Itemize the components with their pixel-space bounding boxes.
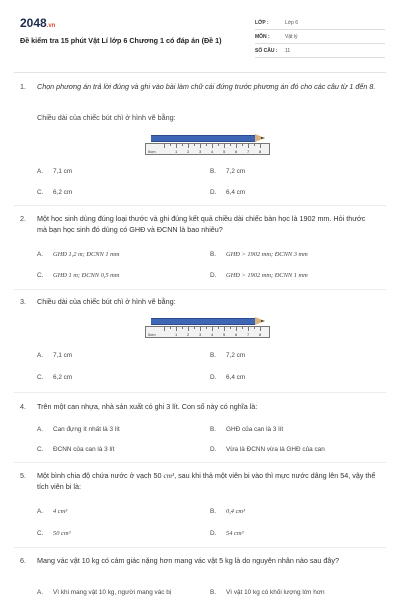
pencil-ruler-figure-1 (145, 134, 270, 158)
option-5a[interactable] (37, 508, 67, 515)
question-instruction: Chọn phương án trả lời đúng và ghi vào bài làm chữ cái đứng trước phương án đó cho các câu từ 1 đến 8. (37, 82, 376, 91)
document-title: Đề kiểm tra 15 phút Vật Lí lớp 6 Chương 1 có đáp án (Đề 1) (20, 36, 222, 45)
ruler-tick (188, 144, 189, 148)
ruler-tick (182, 327, 183, 329)
pencil-lead (261, 137, 265, 139)
option-text: 0,4 cm³ (226, 508, 245, 515)
ruler-number: 2 (187, 332, 190, 337)
option-text: GHĐ > 1902 mm; ĐCNN 3 mm (226, 251, 308, 258)
option-5c[interactable] (37, 530, 70, 537)
page-header (20, 14, 385, 64)
option-text: ĐCNN của can là 3 lít (53, 446, 115, 453)
option-label: B. (210, 589, 217, 596)
ruler-tick (230, 327, 231, 329)
ruler-number: 7 (247, 149, 250, 154)
pencil-shape (151, 135, 255, 142)
option-label: A. (37, 251, 44, 258)
question-stem: Chiều dài của chiếc bút chì ở hình vẽ bằng: (37, 297, 176, 306)
option-4d[interactable] (210, 446, 325, 453)
ruler-tick (164, 144, 165, 148)
header-divider (14, 72, 386, 73)
option-5b[interactable] (210, 508, 245, 515)
option-3c[interactable] (37, 374, 72, 381)
option-label: A. (37, 426, 44, 433)
ruler-number: 6 (235, 332, 238, 337)
ruler-tick (224, 144, 225, 148)
ruler-tick (242, 144, 243, 146)
question-number: 5. (20, 471, 26, 480)
question-number: 4. (20, 402, 26, 411)
ruler-bar (145, 143, 270, 155)
ruler-number: 3 (199, 332, 202, 337)
ruler-number: 5 (223, 149, 226, 154)
option-4c[interactable] (37, 446, 114, 453)
option-text: Can đựng ít nhất là 3 lít (53, 426, 120, 433)
option-text: GHĐ 1,2 m; ĐCNN 1 mm (53, 251, 120, 258)
option-label: B. (210, 352, 217, 359)
option-text: 54 cm³ (226, 530, 244, 537)
option-3b[interactable] (210, 352, 245, 359)
ruler-unit-label: 0cm (148, 149, 156, 154)
ruler-tick (206, 144, 207, 146)
option-text: GHĐ của can là 3 lít (226, 426, 284, 433)
option-label: A. (37, 508, 44, 515)
option-label: C. (37, 446, 44, 453)
option-text: GHĐ 1 m; ĐCNN 0,5 mm (53, 272, 120, 279)
option-1c[interactable] (37, 189, 72, 196)
meta-table (255, 16, 385, 58)
logo-text: 2048 (20, 16, 47, 30)
option-text: GHĐ > 1902 mm; ĐCNN 1 mm (226, 272, 308, 279)
option-1b[interactable] (210, 168, 245, 175)
ruler-tick (200, 144, 201, 148)
ruler-tick (176, 144, 177, 148)
ruler-tick (176, 327, 177, 331)
ruler-number: 1 (175, 149, 178, 154)
question-number: 1. (20, 82, 26, 91)
meta-value: Vật lý (285, 33, 298, 40)
option-text: 7,1 cm (53, 352, 73, 359)
stem-part: , sau khi thả một viên bi vào thì mực nước dâng lên 54, vậy thể tích viên bi là: (37, 471, 376, 491)
option-text: 50 cm³ (53, 530, 71, 537)
meta-row-subject (255, 30, 385, 44)
option-2c[interactable] (37, 272, 119, 279)
question-divider (14, 289, 386, 290)
ruler-tick (236, 327, 237, 331)
ruler-tick (206, 327, 207, 329)
meta-key: SỐ CÂU : (255, 47, 278, 54)
option-text: Vừa là ĐCNN vừa là GHĐ của can (226, 446, 325, 453)
ruler-tick (254, 144, 255, 146)
option-text: 6,4 cm (226, 374, 246, 381)
option-text: Vì khi mang vật 10 kg, người mang vác bị (53, 589, 172, 596)
ruler-tick (194, 327, 195, 329)
question-stem (37, 471, 377, 492)
ruler-tick (200, 327, 201, 331)
ruler-number: 8 (259, 149, 262, 154)
option-label: B. (210, 251, 217, 258)
ruler-bar (145, 326, 270, 338)
logo-suffix: .vn (46, 23, 56, 29)
ruler-tick (242, 327, 243, 329)
ruler-unit-label: 0cm (148, 332, 156, 337)
stem-part: Một bình chia độ chứa nước ở vạch 50 (37, 471, 164, 480)
ruler-number: 8 (259, 332, 262, 337)
meta-key: MÔN : (255, 33, 270, 40)
option-label: B. (210, 426, 217, 433)
option-label: A. (37, 352, 44, 359)
ruler-number: 4 (211, 332, 214, 337)
site-logo[interactable] (20, 16, 55, 30)
ruler-tick (194, 144, 195, 146)
option-6a[interactable] (37, 589, 171, 596)
option-5d[interactable] (210, 530, 243, 537)
option-1d[interactable] (210, 189, 245, 196)
ruler-number: 1 (175, 332, 178, 337)
question-divider (14, 392, 386, 393)
option-text: 7,2 cm (226, 352, 246, 359)
question-number: 3. (20, 297, 26, 306)
meta-value: Lớp 6 (285, 19, 299, 26)
ruler-number: 3 (199, 149, 202, 154)
ruler-tick (236, 144, 237, 148)
option-text: 7,2 cm (226, 168, 246, 175)
option-text: 6,4 cm (226, 189, 246, 196)
question-number: 6. (20, 556, 26, 565)
ruler-number: 4 (211, 149, 214, 154)
option-label: C. (37, 530, 44, 537)
pencil-shape (151, 318, 255, 325)
option-2b[interactable] (210, 251, 308, 258)
ruler-tick (170, 327, 171, 329)
pencil-ruler-figure-2 (145, 317, 270, 341)
question-stem: Một học sinh dùng đúng loại thước và ghi đúng kết quả chiều dài chiếc bàn học là 1902 mm. Hỏi thước mà bạn học sinh đó dùng có GHĐ và ĐCNN là bao nhiêu? (37, 214, 366, 234)
ruler-tick (254, 327, 255, 329)
ruler-tick (170, 144, 171, 146)
ruler-tick (188, 327, 189, 331)
ruler-tick (248, 327, 249, 331)
option-label: B. (210, 508, 217, 515)
option-3d[interactable] (210, 374, 245, 381)
ruler-number: 2 (187, 149, 190, 154)
ruler-number: 5 (223, 332, 226, 337)
ruler-number: 6 (235, 149, 238, 154)
option-2a[interactable] (37, 251, 119, 258)
pencil-lead (261, 320, 265, 322)
option-label: D. (210, 374, 217, 381)
ruler-tick (224, 327, 225, 331)
ruler-tick (260, 327, 261, 331)
option-text: 6,2 cm (53, 374, 73, 381)
meta-row-count (255, 44, 385, 58)
ruler-tick (212, 327, 213, 331)
ruler-tick (260, 144, 261, 148)
ruler-tick (182, 144, 183, 146)
option-label: C. (37, 374, 44, 381)
option-2d[interactable] (210, 272, 308, 279)
ruler-tick (230, 144, 231, 146)
option-text: 4 cm³ (53, 508, 68, 515)
meta-row-class (255, 16, 385, 30)
question-stem: Mang vác vật 10 kg có cảm giác nặng hơn mang vác vật 5 kg là do nguyên nhân nào sau đây? (37, 556, 339, 565)
question-divider (14, 547, 386, 548)
option-1a[interactable] (37, 168, 72, 175)
ruler-tick (218, 144, 219, 146)
question-stem: Trên một can nhựa, nhà sản xuất có ghi 3 lít. Con số này có nghĩa là: (37, 402, 258, 411)
option-label: C. (37, 272, 44, 279)
question-number: 2. (20, 214, 26, 223)
meta-key: LỚP : (255, 19, 269, 26)
option-label: A. (37, 589, 44, 596)
option-text: 6,2 cm (53, 189, 73, 196)
ruler-number: 7 (247, 332, 250, 337)
option-label: D. (210, 189, 217, 196)
option-label: D. (210, 272, 217, 279)
ruler-tick (164, 327, 165, 331)
ruler-tick (248, 144, 249, 148)
option-4a[interactable] (37, 426, 120, 433)
option-6b[interactable] (210, 589, 325, 596)
option-label: C. (37, 189, 44, 196)
option-text: 7,1 cm (53, 168, 73, 175)
option-label: D. (210, 530, 217, 537)
option-label: A. (37, 168, 44, 175)
question-divider (14, 205, 386, 206)
question-stem: Chiều dài của chiếc bút chì ở hình vẽ bằng: (37, 113, 176, 122)
option-label: D. (210, 446, 217, 453)
meta-value: 11 (285, 47, 291, 54)
question-divider (14, 462, 386, 463)
option-3a[interactable] (37, 352, 72, 359)
option-text: Vì vật 10 kg có khối lượng lớn hơn (226, 589, 325, 596)
option-4b[interactable] (210, 426, 283, 433)
ruler-tick (218, 327, 219, 329)
stem-unit: cm³ (163, 472, 175, 480)
ruler-tick (212, 144, 213, 148)
option-label: B. (210, 168, 217, 175)
